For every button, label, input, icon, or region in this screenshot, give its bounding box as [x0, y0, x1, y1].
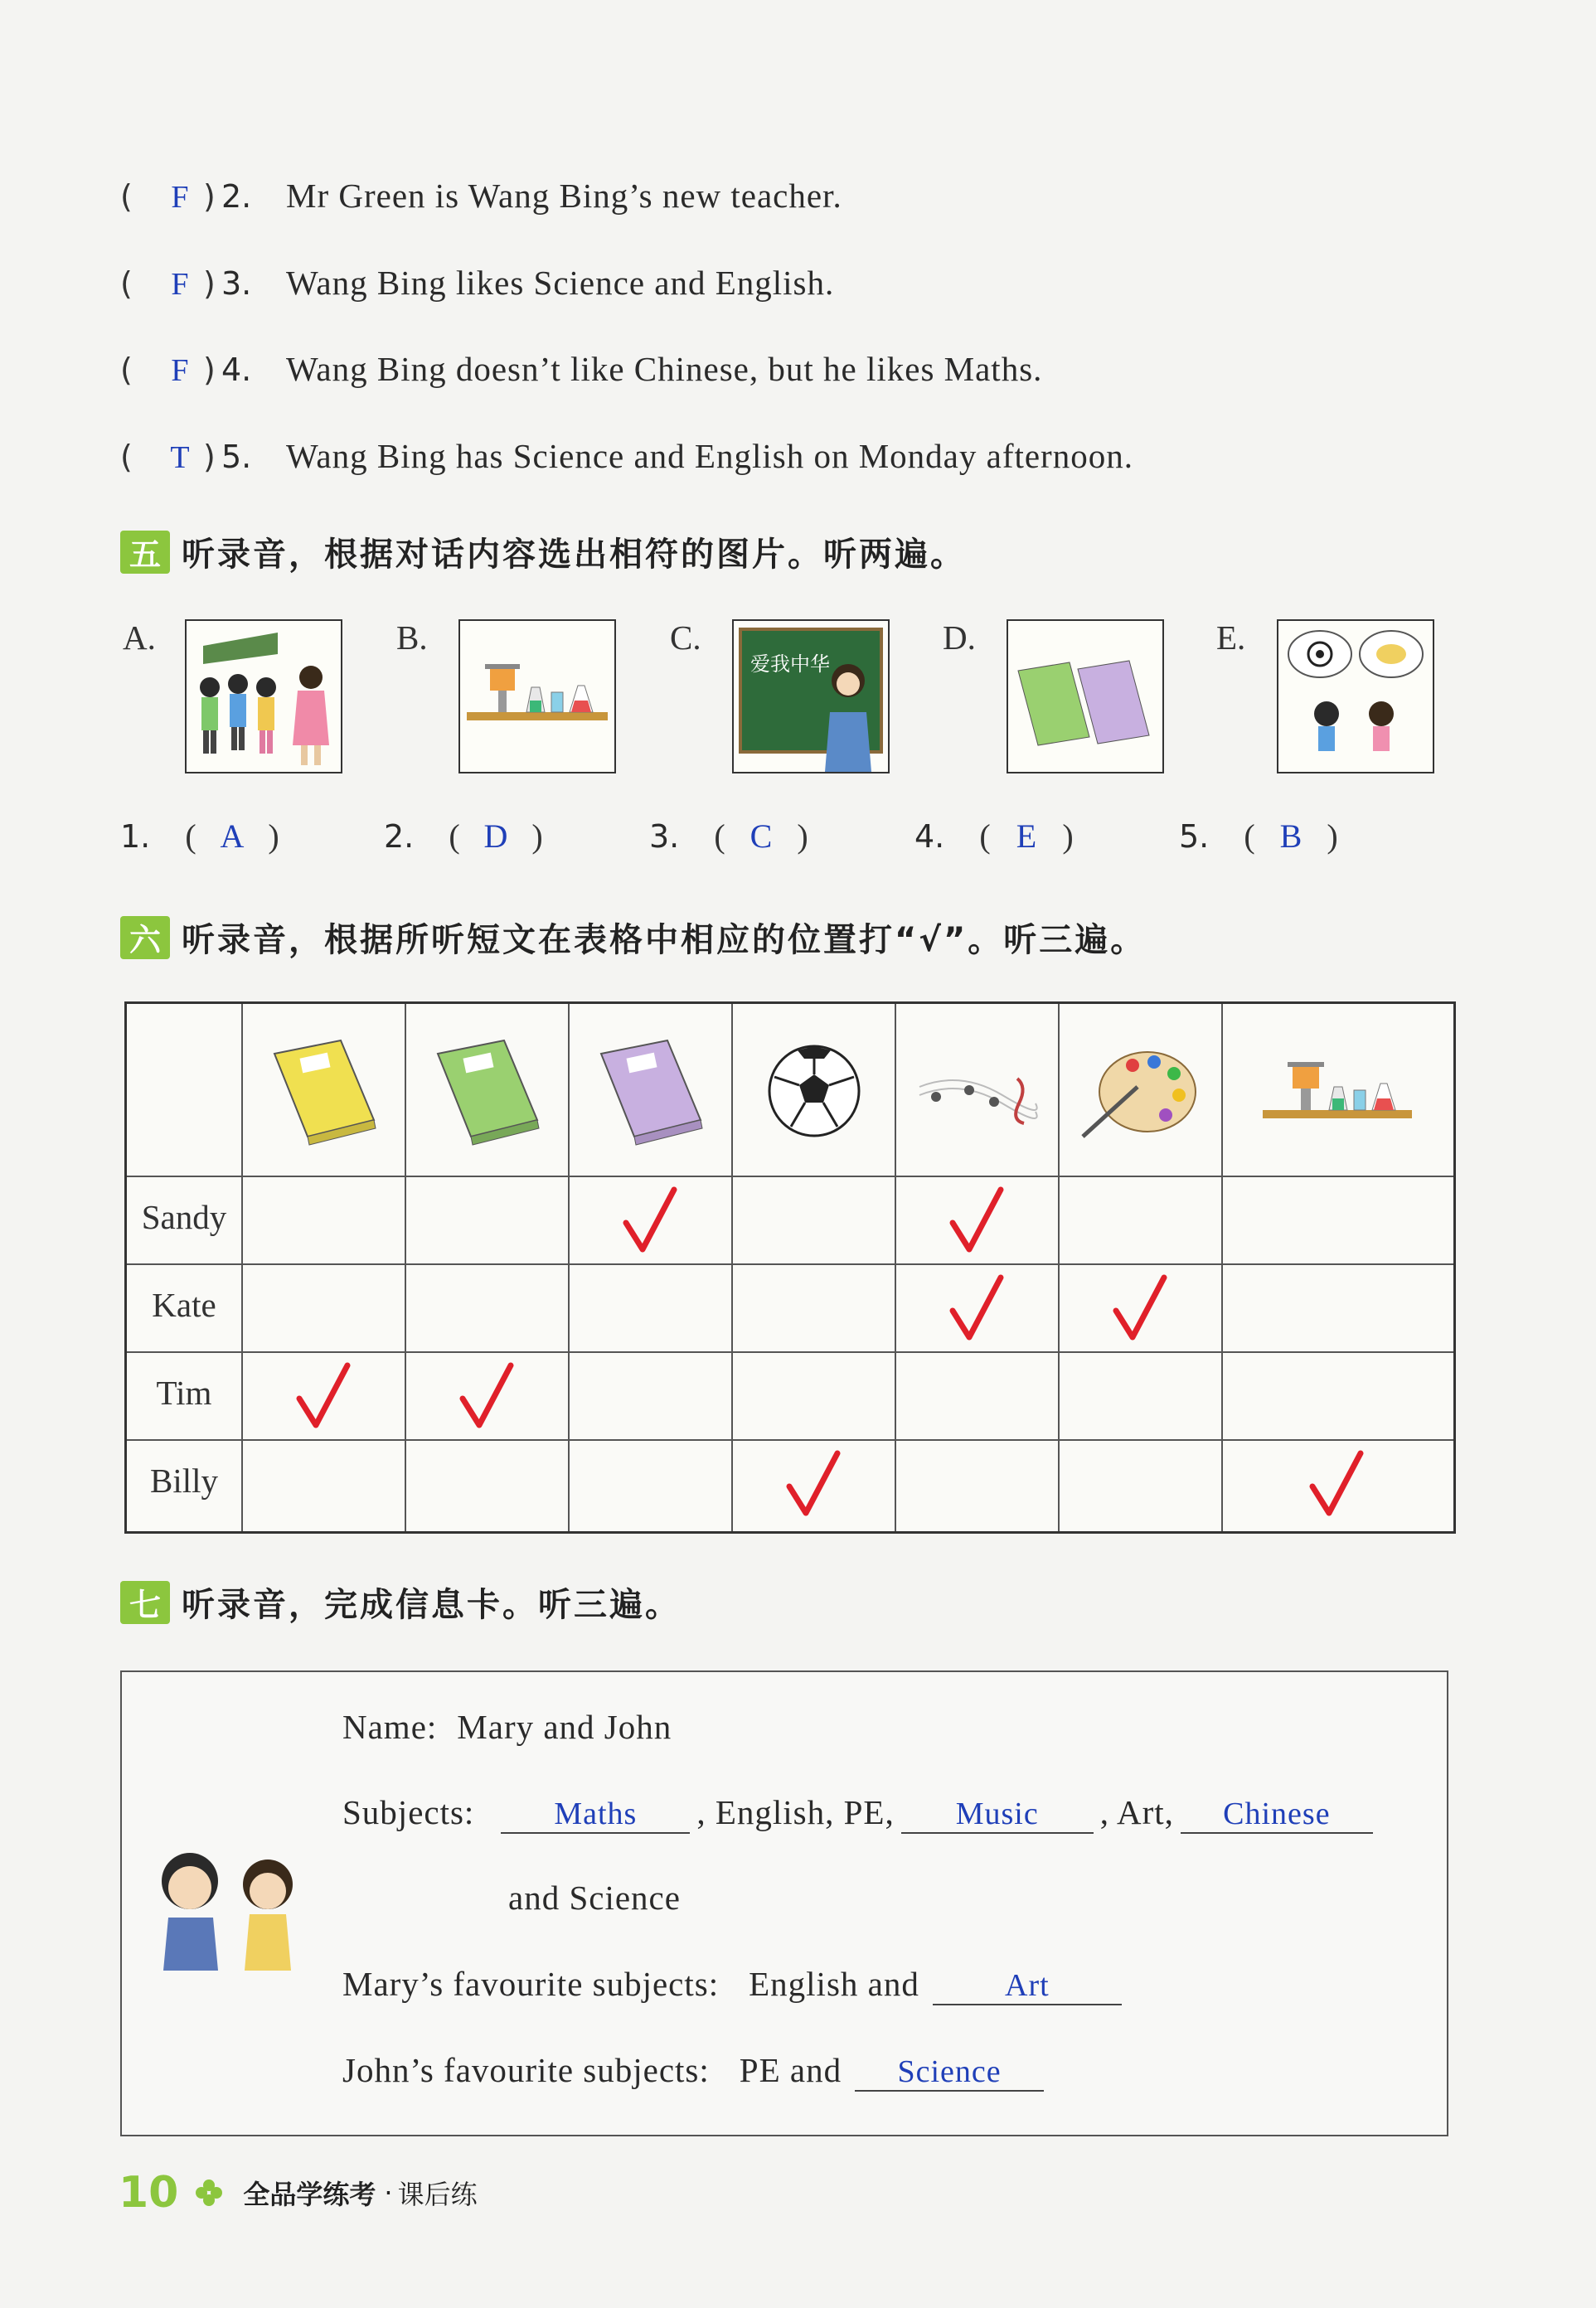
row-name-sandy: Sandy [141, 1198, 227, 1236]
card-john-line: John’s favourite subjects: PE and Science [342, 2050, 1050, 2092]
card-subjects-end: and Science [508, 1879, 681, 1917]
chinese-book-icon [258, 1029, 391, 1153]
tf-sentence: Wang Bing doesn’t like Chinese, but he likes Maths. [286, 350, 1043, 388]
science-lab-icon [458, 619, 616, 773]
chinese-teacher-blackboard-icon [732, 619, 890, 773]
section-7-heading [120, 1578, 681, 1626]
picture-answer-1: 1. ( A ) [120, 817, 279, 855]
check-mark-tim-0 [294, 1360, 352, 1430]
subject-blank-1[interactable]: Maths [501, 1796, 690, 1834]
picture-answer-5: 5. ( B ) [1179, 817, 1338, 855]
picture-answer-4: 4. ( E ) [914, 817, 1074, 855]
row-name-billy: Billy [149, 1462, 219, 1500]
book-title: 全品学练考 [243, 2179, 376, 2210]
tf-item-2: ( F ) 2. Mr Green is Wang Bing’s new teacher. [120, 177, 842, 215]
section-badge: 七 [120, 1581, 170, 1624]
book-subtitle: 课后练 [397, 2179, 478, 2210]
tf-answer: F [171, 353, 189, 388]
check-mark-sandy-2 [621, 1185, 679, 1254]
info-card [120, 1670, 1448, 2136]
mary-favourite-blank[interactable]: Art [933, 1967, 1122, 2005]
tf-item-3: ( F ) 3. Wang Bing likes Science and English. [120, 264, 835, 302]
section-instruction: 听录音，根据所听短文在表格中相应的位置打“√”。听三遍。 [182, 921, 1147, 959]
section-instruction: 听录音，根据对话内容选出相符的图片。听两遍。 [182, 536, 966, 574]
clover-icon [195, 2179, 223, 2207]
page-footer: 10 全品学练考 · 课后练 [119, 2168, 478, 2218]
tf-item-5: ( T ) 5. Wang Bing has Science and English on Monday afternoon. [120, 437, 1133, 475]
picture-letter-d: D. [943, 618, 976, 657]
picture-letter-e: E. [1216, 618, 1246, 657]
check-mark-kate-5 [1111, 1273, 1169, 1342]
row-name-kate: Kate [152, 1286, 216, 1324]
tf-answer: F [171, 180, 189, 215]
blackboard-text: 爱我中华 [750, 652, 830, 676]
check-mark-tim-1 [458, 1360, 516, 1430]
mary-and-john-icon [147, 1846, 313, 1971]
card-subjects-line: Subjects: Maths , English, PE, Music , Art, Chinese [342, 1792, 1380, 1834]
section-instruction: 听录音，完成信息卡。听三遍。 [182, 1586, 681, 1624]
check-mark-billy-3 [784, 1448, 842, 1518]
football-icon [748, 1029, 880, 1153]
section-badge: 六 [120, 916, 170, 959]
subjects-check-table [124, 1001, 1456, 1534]
subject-blank-3[interactable]: Chinese [1181, 1796, 1373, 1834]
picture-answers [120, 817, 1364, 866]
tf-sentence: Wang Bing likes Science and English. [286, 264, 835, 302]
section-5-heading [120, 528, 966, 575]
check-mark-billy-6 [1307, 1448, 1366, 1518]
card-mary-line: Mary’s favourite subjects: English and Art [342, 1964, 1128, 2005]
tf-sentence: Wang Bing has Science and English on Monday afternoon. [286, 437, 1133, 475]
section-badge: 五 [120, 531, 170, 574]
science-book-icon [585, 1029, 717, 1153]
subject-blank-2[interactable]: Music [901, 1796, 1094, 1834]
section-6-heading [120, 914, 1146, 961]
tf-sentence: Mr Green is Wang Bing’s new teacher. [286, 177, 842, 215]
card-name-line: Name: Mary and John [342, 1708, 672, 1746]
row-name-tim: Tim [156, 1374, 212, 1412]
tf-answer: T [170, 440, 190, 475]
maths-and-science-books-icon [1007, 619, 1164, 773]
check-mark-kate-4 [948, 1273, 1006, 1342]
picture-letter-b: B. [396, 618, 428, 657]
students-and-teacher-icon [185, 619, 342, 773]
art-palette-icon [1075, 1029, 1207, 1153]
picture-answer-2: 2. ( D ) [384, 817, 543, 855]
tf-answer: F [171, 267, 189, 302]
page-number: 10 [119, 2168, 179, 2218]
tf-item-4: ( F ) 4. Wang Bing doesn’t like Chinese, but he likes Maths. [120, 350, 1043, 388]
picture-letter-a: A. [123, 618, 156, 657]
picture-answer-3: 3. ( C ) [649, 817, 808, 855]
maths-book-icon [421, 1029, 554, 1153]
music-notes-icon [911, 1029, 1044, 1153]
kids-thinking-ball-icon [1277, 619, 1434, 773]
science-lab-icon [1246, 1029, 1429, 1153]
picture-letter-c: C. [670, 618, 701, 657]
check-mark-sandy-4 [948, 1185, 1006, 1254]
john-favourite-blank[interactable]: Science [855, 2053, 1044, 2092]
